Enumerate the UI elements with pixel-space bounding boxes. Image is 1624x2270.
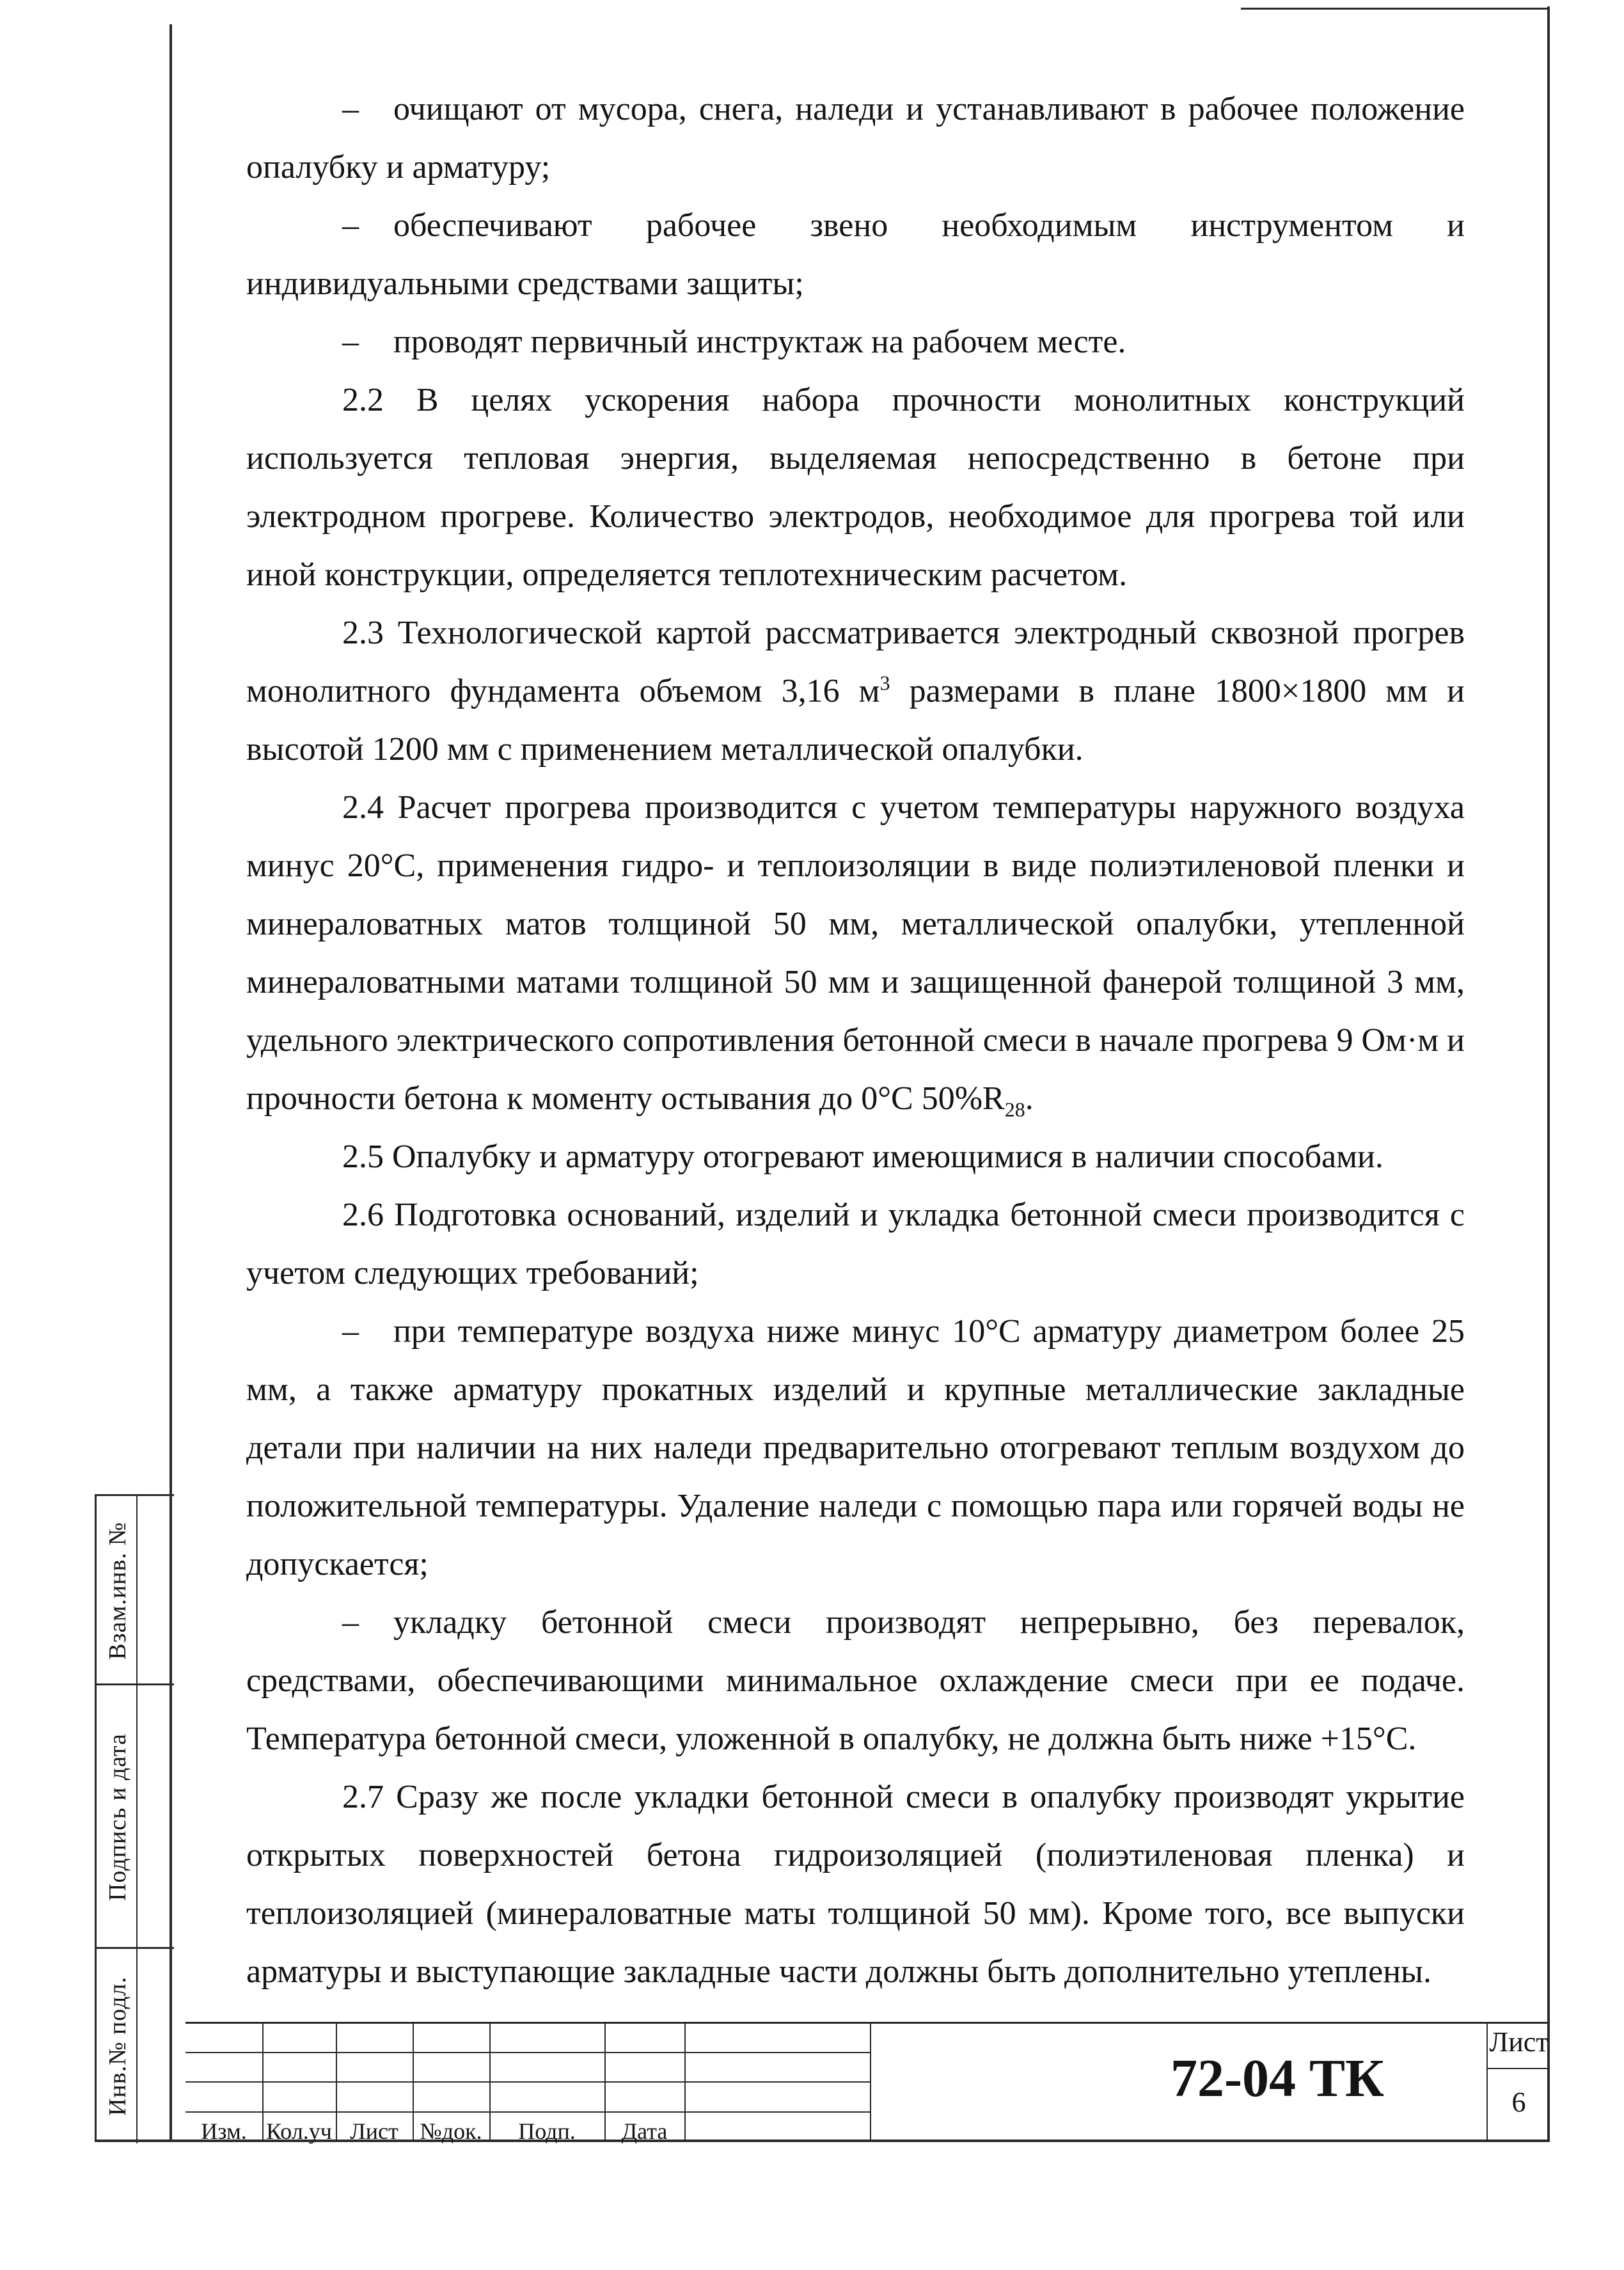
bullet-paragraph [246, 80, 1465, 196]
frame-right-border [1547, 6, 1550, 2141]
section-paragraph-2-6 [246, 1186, 1465, 1302]
paragraph-text: 2.3 Технологической картой рассматривается электродный сквозной прогрев монолитного фундамента объемом 3,16 м [246, 615, 1465, 709]
paragraph-text: 2.2 В целях ускорения набора прочности монолитных конструкций используется тепловая энергия, выделяемая непосредственно в бетоне при электродном прогреве. Количество электродов, необходимое для прогрева той или иной конструкции, определяется теплотехническим расчетом. [246, 382, 1465, 593]
paragraph-text: укладку бетонной смеси производят непрерывно, без перевалок, средствами, обеспечивающими минимальное охлаждение смеси при ее подаче. Температура бетонной смеси, уложенной в опалубку, не должна быть ниже +15°С. [246, 1604, 1465, 1757]
side-label-signature-date: Подпись и дата [104, 1733, 132, 1902]
side-label-original-inventory: Инв.№ подл. [104, 1976, 132, 2116]
paragraph-text: 2.4 Расчет прогрева производится с учетом температуры наружного воздуха минус 20°С, применения гидро- и теплоизоляции в виде полиэтиленовой пленки и минераловатных матов толщиной 50 мм, металлической опалубки, утепленной минераловатными матами толщиной 50 мм и защищенной фанерой толщиной 3 мм, удельного электрического сопротивления бетонной смеси в начале прогрева 9 Ом·м и прочности бетона к моменту остывания до 0°С 50%R [246, 789, 1465, 1117]
paragraph-text: 2.6 Подготовка оснований, изделий и укладка бетонной смеси производится с учетом следующих требований; [246, 1197, 1465, 1291]
section-paragraph-2-2 [246, 371, 1465, 604]
side-cell-signature-date [97, 1683, 174, 1949]
col-header-doc-number: №док. [420, 2118, 482, 2144]
section-paragraph-2-7 [246, 1768, 1465, 2001]
side-label-replacement-inventory: Взам.инв. № [104, 1522, 132, 1660]
subscript-28: 28 [1004, 1098, 1025, 1121]
side-cell-divider [136, 1496, 138, 1685]
bullet-paragraph [246, 1302, 1465, 1593]
paragraph-text: . [1025, 1080, 1034, 1117]
sheet-number: 6 [1511, 2086, 1526, 2118]
side-cell-divider [136, 1685, 138, 1949]
side-label-cell [100, 1496, 135, 1685]
bullet-paragraph [246, 196, 1465, 313]
paragraph-text: проводят первичный инструктаж на рабочем месте. [393, 324, 1126, 360]
section-paragraph-2-5 [246, 1128, 1465, 1186]
paragraph-text: обеспечивают рабочее звено необходимым инструментом и индивидуальными средствами защиты; [246, 207, 1465, 302]
col-header-sheet: Лист [350, 2118, 398, 2144]
section-paragraph-2-3 [246, 604, 1465, 778]
paragraph-text: очищают от мусора, снега, наледи и устанавливают в рабочее положение опалубку и арматуру; [246, 91, 1465, 185]
sheet-label: Лист [1489, 2026, 1549, 2058]
bullet-dash: – [342, 1604, 359, 1641]
col-header-signature: Подп. [518, 2118, 576, 2144]
side-cell-replacement-inventory [97, 1494, 174, 1685]
superscript-cubic: 3 [879, 671, 890, 695]
title-block-top-line [185, 2022, 1550, 2024]
revision-row-line [185, 2081, 870, 2083]
side-cell-original-inventory [97, 1947, 174, 2143]
document-body [246, 80, 1465, 2001]
side-label-cell [100, 1685, 135, 1949]
revision-col-line [684, 2022, 686, 2141]
bullet-paragraph [246, 1593, 1465, 1768]
paragraph-text: 2.5 Опалубку и арматуру отогревают имеющимися в наличии способами. [342, 1139, 1384, 1175]
bullet-dash: – [342, 324, 359, 360]
title-block [185, 2022, 1550, 2144]
revision-row-line [185, 2111, 870, 2113]
document-code: 72-04 ТК [1171, 2049, 1384, 2108]
paragraph-text: 2.7 Сразу же после укладки бетонной смеси в опалубку производят укрытие открытых поверхностей бетона гидроизоляцией (полиэтиленовая пленка) и теплоизоляцией (минераловатные маты толщиной 50 мм). Кроме того, все выпуски арматуры и выступающие закладные части должны быть дополнительно утеплены. [246, 1779, 1465, 1990]
col-header-date: Дата [621, 2118, 668, 2144]
section-paragraph-2-4 [246, 778, 1465, 1128]
side-label-cell [100, 1949, 135, 2143]
paragraph-text: при температуре воздуха ниже минус 10°С арматуру диаметром более 25 мм, а также арматуру прокатных изделий и крупные металлические закладные детали при наличии на них наледи предварительно отогревают теплым воздухом до положительной температуры. Удаление наледи с помощью пара или горячей воды не допускается; [246, 1313, 1465, 1582]
bullet-dash: – [342, 1313, 359, 1350]
bullet-paragraph [246, 313, 1465, 371]
bullet-dash: – [342, 91, 359, 127]
frame-top-border [1241, 8, 1548, 10]
revision-row-line [185, 2052, 870, 2053]
side-stamp-column [95, 1494, 174, 2141]
side-cell-divider [136, 1949, 138, 2143]
paragraph-text: размерами в плане 1800×1800 мм и высотой 1200 мм с применением металлической опалубки. [246, 673, 1465, 768]
col-header-change: Изм. [201, 2118, 247, 2144]
col-header-quantity: Кол.уч [266, 2118, 332, 2144]
bullet-dash: – [342, 207, 359, 244]
